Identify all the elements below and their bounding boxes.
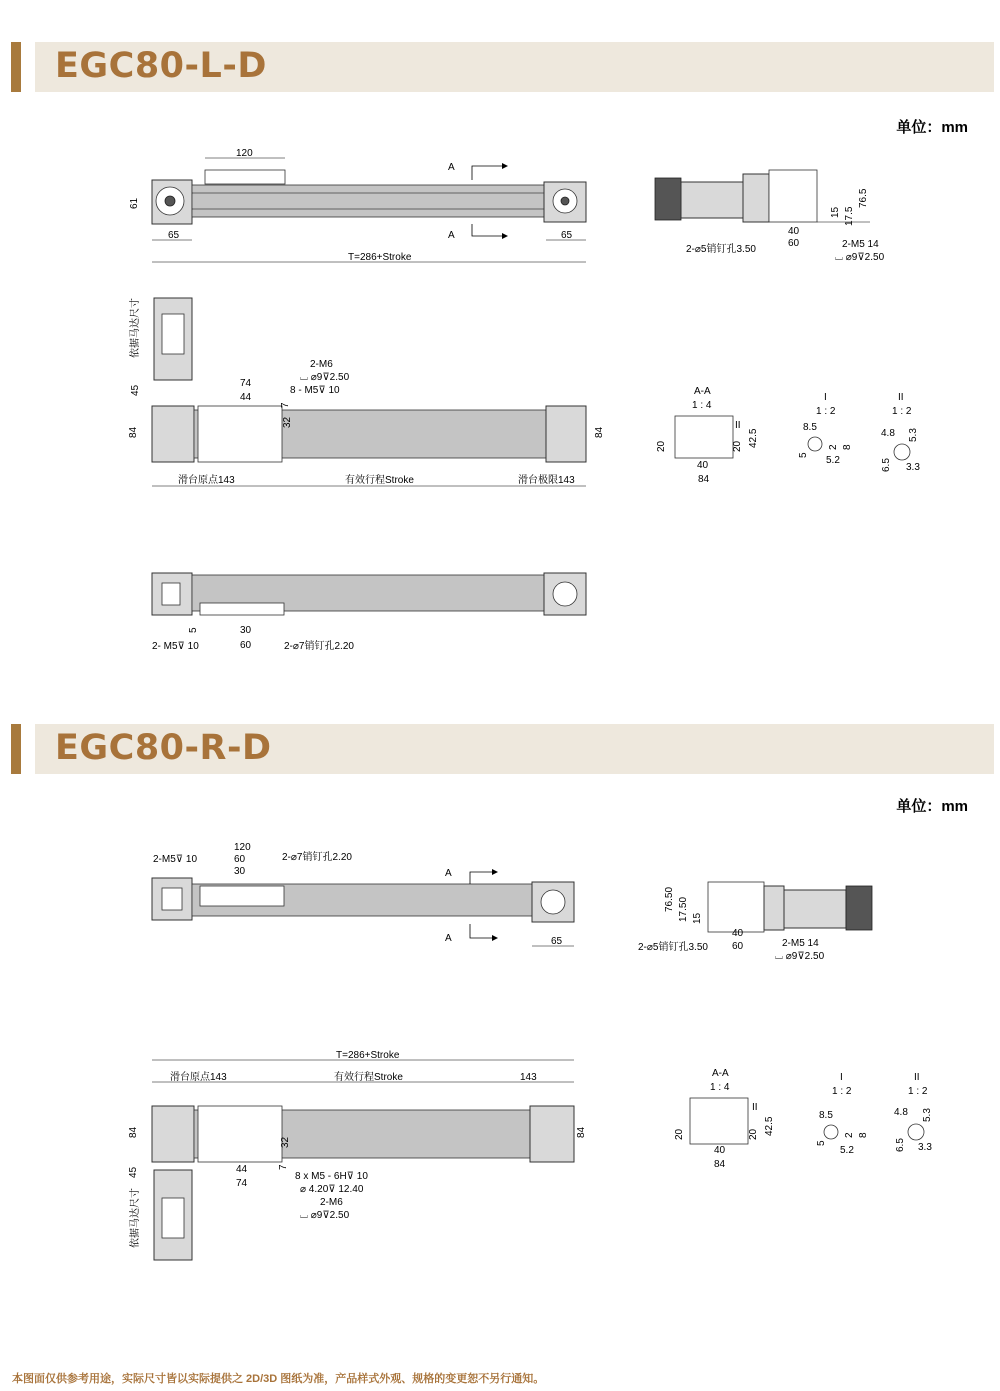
slide-origin-label-r: 滑台原点143 (170, 1072, 227, 1083)
section-aa-scale: 1 : 4 (692, 400, 712, 411)
unit-label: 单位：mm (896, 119, 968, 136)
dim-42-5: 42.5 (748, 428, 759, 448)
dim-45: 45 (130, 384, 141, 396)
dim-60-bottom: 60 (240, 640, 252, 651)
motor-face-bottom (162, 583, 180, 605)
dim-17-50: 17.50 (678, 896, 689, 922)
dim-44: 44 (240, 392, 252, 403)
dim-44-r: 44 (236, 1164, 248, 1175)
dim-8-5: 8.5 (803, 422, 817, 433)
detail-ii-title-r: II (914, 1072, 920, 1083)
dim-15: 15 (830, 206, 841, 218)
dim-76-50: 76.50 (664, 886, 675, 912)
detail-i-scale-r: 1 : 2 (832, 1086, 852, 1097)
slide-side-profile-r (708, 882, 764, 932)
stroke-label-r: 有效行程Stroke (334, 1072, 403, 1083)
section-details-l (0, 380, 1000, 490)
thread-spec: 2-M5 14 (842, 239, 879, 250)
detail-ii-marker: II (735, 420, 741, 431)
disclaimer-footer: 本图面仅供参考用途，实际尺寸皆以实际提供之 2D/3D 图纸为准，产品样式外观、规格的变更恕不另行通知。 (12, 1373, 545, 1385)
dim-60-side-r: 60 (732, 941, 744, 952)
dim-3-3: 3.3 (906, 462, 920, 473)
dim-6-5: 6.5 (881, 458, 892, 472)
dim-60-r: 60 (234, 854, 246, 865)
dim-76-5: 76.5 (858, 188, 869, 208)
dim-65-right: 65 (561, 230, 573, 241)
thread-m6: 2-M6 (310, 359, 333, 370)
motor-connector-block (655, 178, 681, 220)
counterbore-spec-r: ⌴ ⌀9⊽2.50 (775, 951, 825, 962)
dim-32-r: 32 (280, 1136, 291, 1148)
dim-5-3: 5.3 (908, 428, 919, 442)
dim-65-r: 65 (551, 936, 563, 947)
detail-i-title-r: I (840, 1072, 843, 1083)
dim-5: 5 (798, 452, 809, 458)
dim-84-aa-r: 84 (714, 1159, 726, 1170)
section-title: EGC80-R-D (55, 728, 272, 768)
slide-origin-label: 滑台原点143 (178, 475, 235, 486)
dim-20-right: 20 (732, 440, 743, 452)
detail-i-profile (808, 437, 822, 451)
dim-40-aa-r: 40 (714, 1145, 726, 1156)
detail-ii-scale-r: 1 : 2 (908, 1086, 928, 1097)
stroke-label: 有效行程Stroke (345, 475, 414, 486)
dim-7-r: 7 (278, 1164, 289, 1170)
motor-flange-r (764, 886, 784, 930)
section-details-r (0, 1060, 1000, 1175)
detail-ii-title: II (898, 392, 904, 403)
unit-label: 单位：mm (896, 798, 968, 815)
pin-hole-top: 2-⌀7销钉孔2.20 (282, 852, 352, 863)
dim-60: 60 (788, 238, 800, 249)
dim-84-right: 84 (594, 426, 605, 438)
dim-84-aa: 84 (698, 474, 710, 485)
detail-i-scale: 1 : 2 (816, 406, 836, 417)
section-aa-scale-r: 1 : 4 (710, 1082, 730, 1093)
thread-m6-r: 2-M6 (320, 1197, 343, 1208)
slide-side-profile (769, 170, 817, 222)
counterbore-m6: ⌴ ⌀9⊽2.50 (300, 372, 350, 383)
dim-3-3-r: 3.3 (918, 1142, 932, 1153)
dim-2-r: 2 (844, 1132, 855, 1138)
motor-flange (743, 174, 769, 222)
dim-4-8: 4.8 (881, 428, 895, 439)
detail-ii-marker-r: II (752, 1102, 758, 1113)
dim-5-r: 5 (816, 1140, 827, 1146)
dim-120: 120 (236, 148, 253, 159)
slide-limit-label: 滑台极限143 (518, 475, 575, 486)
dim-40-side-r: 40 (732, 928, 744, 939)
motor-body (681, 182, 743, 218)
pin-hole-bottom: 2-⌀7销钉孔2.20 (284, 641, 354, 652)
thread-m5: 8 - M5⊽ 10 (290, 385, 340, 396)
slide-bottom (200, 603, 284, 615)
counterbore-m6-r: ⌴ ⌀9⊽2.50 (300, 1210, 350, 1221)
thread-m5-bottom: 2- M5⊽ 10 (152, 641, 199, 652)
detail-i-title: I (824, 392, 827, 403)
thread-m5-r: 8 x M5 - 6H⊽ 10 (295, 1171, 368, 1182)
section-mark-a-top: A (448, 162, 455, 173)
dim-15-r: 15 (692, 912, 703, 924)
dim-8-r: 8 (858, 1132, 869, 1138)
dim-5-3-r: 5.3 (922, 1108, 933, 1122)
dim-65-left: 65 (168, 230, 180, 241)
section-aa-title-r: A-A (712, 1068, 729, 1079)
thread-spec-r: 2-M5 14 (782, 938, 819, 949)
dim-40-aa: 40 (697, 460, 709, 471)
dim-74: 74 (240, 378, 252, 389)
motor-size-note: 依据马达尺寸 (130, 298, 141, 358)
dim-32: 32 (282, 416, 293, 428)
section-mark-a-bottom-r: A (445, 933, 452, 944)
dim-6-5-r: 6.5 (895, 1138, 906, 1152)
pin-hole-side-r: 2-⌀5销钉孔3.50 (638, 942, 708, 953)
dim-20-left: 20 (656, 440, 667, 452)
dim-42-5-r: 42.5 (764, 1116, 775, 1136)
dim-8: 8 (842, 444, 853, 450)
motor-size-note-r: 依据马达尺寸 (130, 1188, 141, 1248)
dim-5-bottom: 5 (188, 627, 199, 633)
side-view-r (0, 870, 1000, 970)
motor-cover-plan (162, 314, 184, 354)
dim-61: 61 (129, 197, 140, 209)
dim-143-r: 143 (520, 1072, 537, 1083)
detail-ii-profile (894, 444, 910, 460)
detail-i-profile-r (824, 1125, 838, 1139)
section-mark-a-bottom: A (448, 230, 455, 241)
dim-20-left-r: 20 (674, 1128, 685, 1140)
dim-84-left: 84 (128, 426, 139, 438)
thread-m5-top: 2-M5⊽ 10 (153, 854, 198, 865)
bottom-view-l (0, 565, 1000, 660)
motor-cover-plan-r (162, 1198, 184, 1238)
pin-hole-spec: 2-⌀5销钉孔3.50 (686, 244, 756, 255)
dim-30-bottom: 30 (240, 625, 252, 636)
detail-ii-profile-r (908, 1124, 924, 1140)
dim-total-length: T=286+Stroke (348, 252, 412, 263)
section-title: EGC80-L-D (55, 46, 267, 86)
motor-body-r (784, 890, 846, 928)
dim-45-r: 45 (128, 1166, 139, 1178)
idler-pulley-bottom-icon (553, 582, 577, 606)
dim-74-r: 74 (236, 1178, 248, 1189)
dim-7: 7 (280, 402, 291, 408)
dim-17-5: 17.5 (844, 206, 855, 226)
dim-2: 2 (828, 444, 839, 450)
dim-5-2: 5.2 (826, 455, 840, 466)
dim-4-8-r: 4.8 (894, 1107, 908, 1118)
side-view-l (0, 160, 1000, 270)
section-aa-profile-r (690, 1098, 748, 1144)
dim-5-2-r: 5.2 (840, 1145, 854, 1156)
dim-total-length-r: T=286+Stroke (336, 1050, 400, 1061)
dim-84-left-r: 84 (128, 1126, 139, 1138)
hole-spec-r: ⌀ 4.20⊽ 12.40 (300, 1184, 364, 1195)
detail-ii-scale: 1 : 2 (892, 406, 912, 417)
banner-accent-bar (11, 42, 21, 92)
counterbore-spec: ⌴ ⌀9⊽2.50 (835, 252, 885, 263)
section-aa-title: A-A (694, 386, 711, 397)
motor-connector-r (846, 886, 872, 930)
dim-40: 40 (788, 226, 800, 237)
banner-accent-bar (11, 724, 21, 774)
section-banner-l (11, 42, 994, 92)
section-aa-profile (675, 416, 733, 458)
dim-8-5-r: 8.5 (819, 1110, 833, 1121)
dim-84-right-r: 84 (576, 1126, 587, 1138)
section-banner-r (11, 724, 994, 774)
dim-20-right-r: 20 (748, 1128, 759, 1140)
dim-120-r: 120 (234, 842, 251, 853)
dim-30-r: 30 (234, 866, 246, 877)
section-mark-a-top-r: A (445, 868, 452, 879)
